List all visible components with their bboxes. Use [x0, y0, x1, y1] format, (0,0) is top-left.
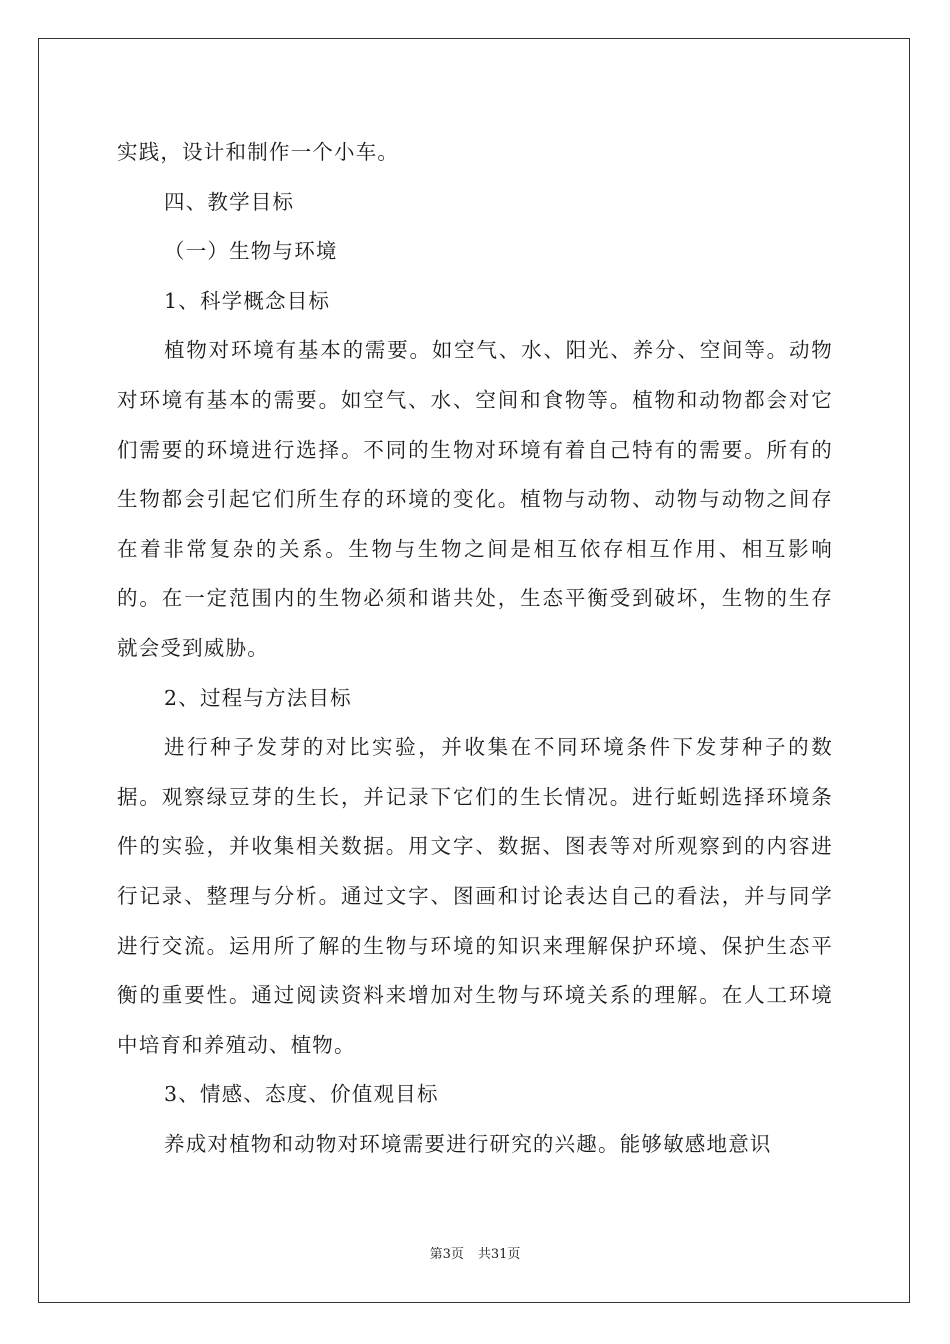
page-number: 第3页 [429, 1247, 464, 1262]
page-total: 共31页 [477, 1247, 521, 1262]
item-heading: 1、科学概念目标 [164, 288, 331, 313]
item-heading: 3、情感、态度、价值观目标 [164, 1082, 439, 1107]
paragraph: 植物对环境有基本的需要。如空气、水、阳光、养分、空间等。动物对环境有基本的需要。如空气、水、空间和食物等。植物和动物都会对它们需要的环境进行选择。不同的生物对环境有着自己特有的需要。所有的生物都会引起它们所生存的环境的变化。植物与动物、动物与动物之间存在着非常复杂的关系。生物与生物之间是相互依存相互作用、相互影响的。在一定范围内的生物必须和谐共处，生态平衡受到破坏，生物的生存就会受到威胁。 [117, 338, 833, 660]
paragraph-continuation: 实践，设计和制作一个小车。 [117, 140, 400, 164]
document-body [117, 128, 833, 1169]
item-heading: 2、过程与方法目标 [164, 685, 352, 710]
section-heading: 四、教学目标 [164, 189, 295, 214]
subsection-heading: （一）生物与环境 [164, 239, 338, 264]
paragraph: 进行种子发芽的对比实验，并收集在不同环境条件下发芽种子的数据。观察绿豆芽的生长，并记录下它们的生长情况。进行蚯蚓选择环境条件的实验，并收集相关数据。用文字、数据、图表等对所观察到的内容进行记录、整理与分析。通过文字、图画和讨论表达自己的看法，并与同学进行交流。运用所了解的生物与环境的知识来理解保护环境、保护生态平衡的重要性。通过阅读资料来增加对生物与环境关系的理解。在人工环境中培育和养殖动、植物。 [117, 735, 833, 1057]
page-footer [0, 1246, 950, 1264]
paragraph: 养成对植物和动物对环境需要进行研究的兴趣。能够敏感地意识 [164, 1131, 772, 1156]
